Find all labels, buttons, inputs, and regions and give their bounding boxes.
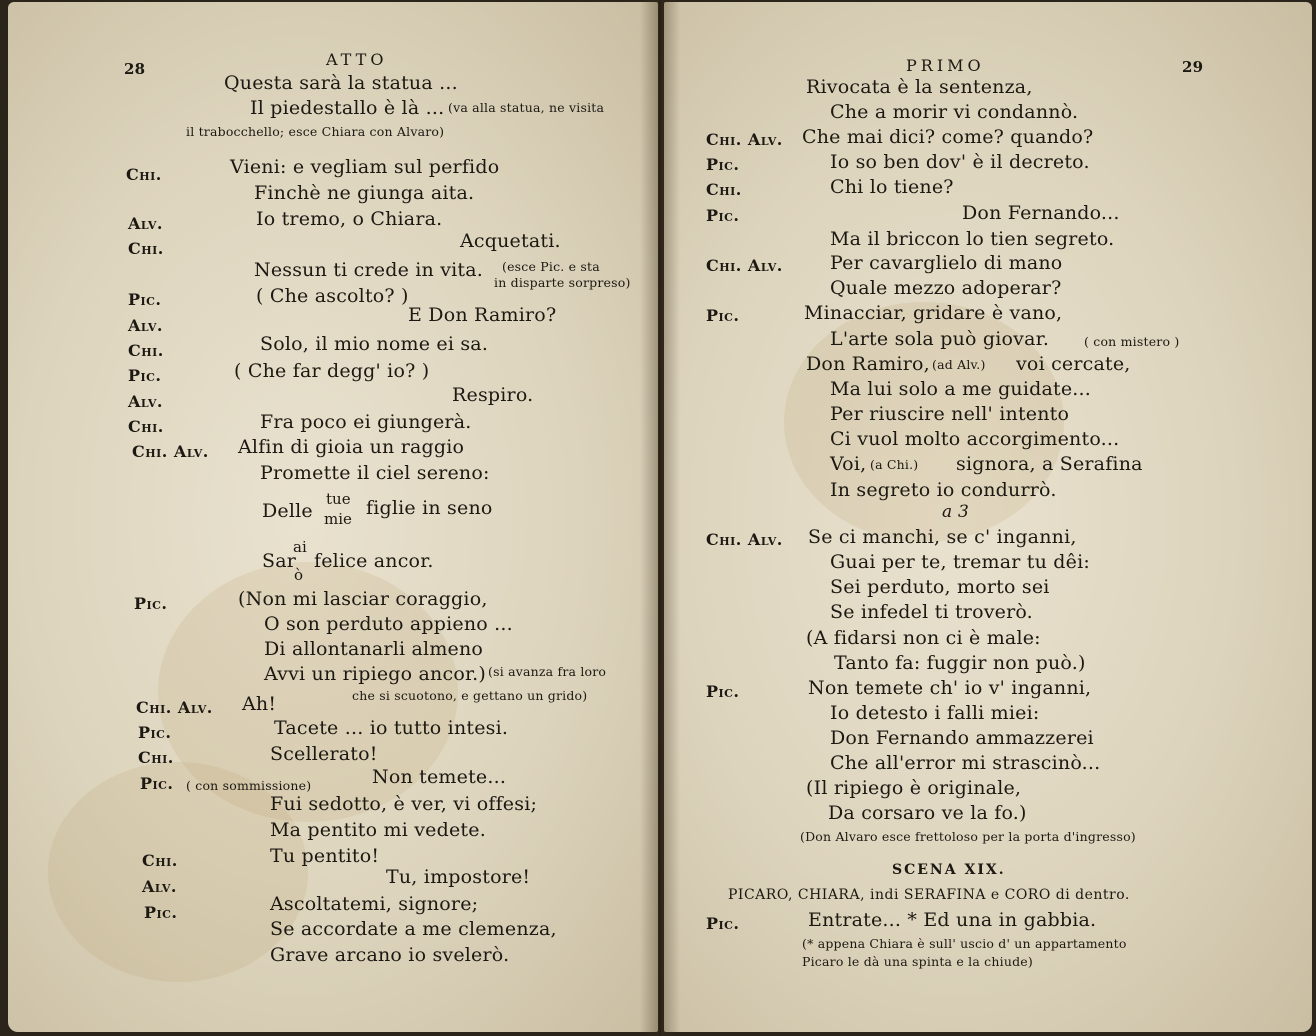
speaker-label: Alv. — [128, 316, 163, 335]
verse-line: Don Fernando ammazzerei — [830, 727, 1094, 749]
verse-line: Tanto fa: fuggir non può.) — [834, 652, 1086, 674]
verse-line: Finchè ne giunga aita. — [254, 182, 475, 204]
verse-line: ( Che ascolto? ) — [256, 285, 409, 307]
verse-line: ( Che far degg' io? ) — [234, 360, 430, 382]
running-header: ATTO — [326, 50, 388, 69]
stage-direction: ( con sommissione) — [186, 778, 312, 793]
verse-line: Grave arcano io svelerò. — [270, 944, 510, 966]
verse-line: Io so ben dov' è il decreto. — [830, 151, 1090, 173]
speaker-label: Pic. — [706, 682, 740, 701]
stage-direction: (esce Pic. e sta — [502, 259, 600, 274]
verse-line: voi cercate, — [1016, 353, 1131, 375]
verse-line: Delle — [262, 500, 313, 522]
speaker-label: Pic. — [140, 774, 174, 793]
speaker-label: Pic. — [134, 594, 168, 613]
speaker-label: Pic. — [128, 290, 162, 309]
verse-line: Promette il ciel sereno: — [260, 462, 490, 484]
verse-line: Avvi un ripiego ancor.) — [264, 663, 487, 685]
verse-line: Se ci manchi, se c' inganni, — [808, 526, 1077, 548]
speaker-label: Chi. — [126, 165, 162, 184]
verse-line: Per cavarglielo di mano — [830, 252, 1063, 274]
verse-line: Entrate... * Ed una in gabbia. — [808, 909, 1097, 931]
verse-line: Rivocata è la sentenza, — [806, 76, 1033, 98]
verse-line: Don Ramiro, — [806, 353, 930, 375]
verse-line: Sar — [262, 550, 297, 572]
verse-line: Ma il briccon lo tien segreto. — [830, 228, 1115, 250]
stage-direction: che si scuotono, e gettano un grido) — [352, 688, 588, 703]
verse-line: Sei perduto, morto sei — [830, 576, 1050, 598]
speaker-label: Chi. — [128, 341, 164, 360]
verse-line: Ascoltatemi, signore; — [270, 893, 479, 915]
verse-line: Respiro. — [452, 384, 534, 406]
verse-line: Chi lo tiene? — [830, 176, 954, 198]
verse-line: E Don Ramiro? — [408, 304, 557, 326]
speaker-label: Chi. — [128, 417, 164, 436]
verse-line: Tu pentito! — [270, 845, 380, 867]
verse-line: figlie in seno — [366, 497, 493, 519]
verse-line: Fui sedotto, è ver, vi offesi; — [270, 793, 538, 815]
speaker-label: Alv. — [142, 877, 177, 896]
variant-ending: ò — [294, 566, 304, 584]
speaker-label: Pic. — [706, 155, 740, 174]
verse-line: Io detesto i falli miei: — [830, 702, 1040, 724]
page-number: 28 — [124, 60, 146, 78]
stage-direction: (va alla statua, ne visita — [448, 100, 605, 115]
stage-direction: (si avanza fra loro — [488, 664, 607, 679]
speaker-label: Chi. — [142, 851, 178, 870]
verse-line: Di allontanarli almeno — [264, 638, 484, 660]
verse-line: Minacciar, gridare è vano, — [804, 302, 1063, 324]
stage-direction: (* appena Chiara è sull' uscio d' un appartamento — [802, 936, 1127, 951]
speaker-label: Chi. — [128, 239, 164, 258]
verse-line: Non temete... — [372, 766, 507, 788]
verse-line: (A fidarsi non ci è male: — [806, 627, 1041, 649]
verse-line: Questa sarà la statua ... — [224, 72, 458, 94]
verse-line: Nessun ti crede in vita. — [254, 259, 484, 281]
stage-direction: il trabocchello; esce Chiara con Alvaro) — [186, 124, 445, 139]
speaker-label: Chi. Alv. — [706, 256, 783, 275]
stage-direction: (a Chi.) — [870, 457, 919, 472]
verse-line: Tu, impostore! — [386, 866, 531, 888]
verse-line: (Non mi lasciar coraggio, — [238, 588, 488, 610]
speaker-label: Pic. — [138, 723, 172, 742]
verse-line: Ci vuol molto accorgimento... — [830, 428, 1120, 450]
speaker-label: Pic. — [128, 366, 162, 385]
verse-line: Solo, il mio nome ei sa. — [260, 333, 489, 355]
verse-line: Ma lui solo a me guidate... — [830, 378, 1092, 400]
speaker-label: Pic. — [706, 206, 740, 225]
running-header: PRIMO — [906, 56, 985, 75]
speaker-label: Pic. — [706, 914, 740, 933]
verse-line: signora, a Serafina — [956, 453, 1143, 475]
speaker-label: Pic. — [144, 903, 178, 922]
verse-line: Io tremo, o Chiara. — [256, 208, 443, 230]
verse-line: Ah! — [242, 693, 277, 715]
scene-heading: SCENA XIX. — [892, 862, 1006, 878]
verse-line: Voi, — [830, 453, 867, 475]
speaker-label: Chi. Alv. — [136, 698, 213, 717]
verse-line: Non temete ch' io v' inganni, — [808, 677, 1092, 699]
verse-line: Il piedestallo è là ... — [250, 97, 445, 119]
stage-direction: in disparte sorpreso) — [494, 275, 631, 290]
verse-line: Tacete ... io tutto intesi. — [274, 717, 509, 739]
verse-line: Per riuscire nell' intento — [830, 403, 1070, 425]
verse-line: Fra poco ei giungerà. — [260, 411, 472, 433]
speaker-label: Chi. — [706, 180, 742, 199]
left-page — [8, 2, 658, 1032]
verse-line: Quale mezzo adoperar? — [830, 277, 1062, 299]
speaker-label: Chi. Alv. — [706, 130, 783, 149]
page-number: 29 — [1182, 58, 1204, 76]
variant-word: mie — [324, 510, 352, 528]
verse-line: Don Fernando... — [962, 202, 1120, 224]
verse-line: Scellerato! — [270, 743, 378, 765]
verse-line: Se infedel ti troverò. — [830, 601, 1033, 623]
stage-direction: Picaro le dà una spinta e la chiude) — [802, 954, 1033, 969]
verse-line: L'arte sola può giovar. — [830, 328, 1050, 350]
verse-line: Che all'error mi strascinò... — [830, 752, 1101, 774]
variant-ending: ai — [293, 538, 307, 556]
ensemble-marker: a 3 — [942, 502, 969, 522]
verse-line: In segreto io condurrò. — [830, 479, 1057, 501]
stage-direction: (Don Alvaro esce frettoloso per la porta d'ingresso) — [800, 829, 1136, 844]
verse-line: O son perduto appieno ... — [264, 613, 513, 635]
speaker-label: Chi. — [138, 748, 174, 767]
verse-line: Che a morir vi condannò. — [830, 101, 1079, 123]
verse-line: Che mai dici? come? quando? — [802, 126, 1094, 148]
speaker-label: Chi. Alv. — [132, 442, 209, 461]
book-gutter — [640, 0, 680, 1036]
speaker-label: Chi. Alv. — [706, 530, 783, 549]
verse-line: (Il ripiego è originale, — [806, 777, 1022, 799]
speaker-label: Pic. — [706, 306, 740, 325]
scene-characters: PICARO, CHIARA, indi SERAFINA e CORO di dentro. — [728, 887, 1130, 903]
verse-line: Alfin di gioia un raggio — [238, 436, 465, 458]
verse-line: Se accordate a me clemenza, — [270, 918, 557, 940]
right-page — [664, 2, 1312, 1032]
stage-direction: ( con mistero ) — [1084, 334, 1180, 349]
verse-line: Ma pentito mi vedete. — [270, 819, 486, 841]
stage-direction: (ad Alv.) — [932, 357, 986, 372]
verse-line: felice ancor. — [314, 550, 434, 572]
variant-word: tue — [326, 490, 351, 508]
verse-line: Vieni: e vegliam sul perfido — [230, 156, 500, 178]
speaker-label: Alv. — [128, 214, 163, 233]
verse-line: Acquetati. — [460, 230, 561, 252]
verse-line: Guai per te, tremar tu dêi: — [830, 551, 1090, 573]
speaker-label: Alv. — [128, 392, 163, 411]
verse-line: Da corsaro ve la fo.) — [828, 802, 1027, 824]
